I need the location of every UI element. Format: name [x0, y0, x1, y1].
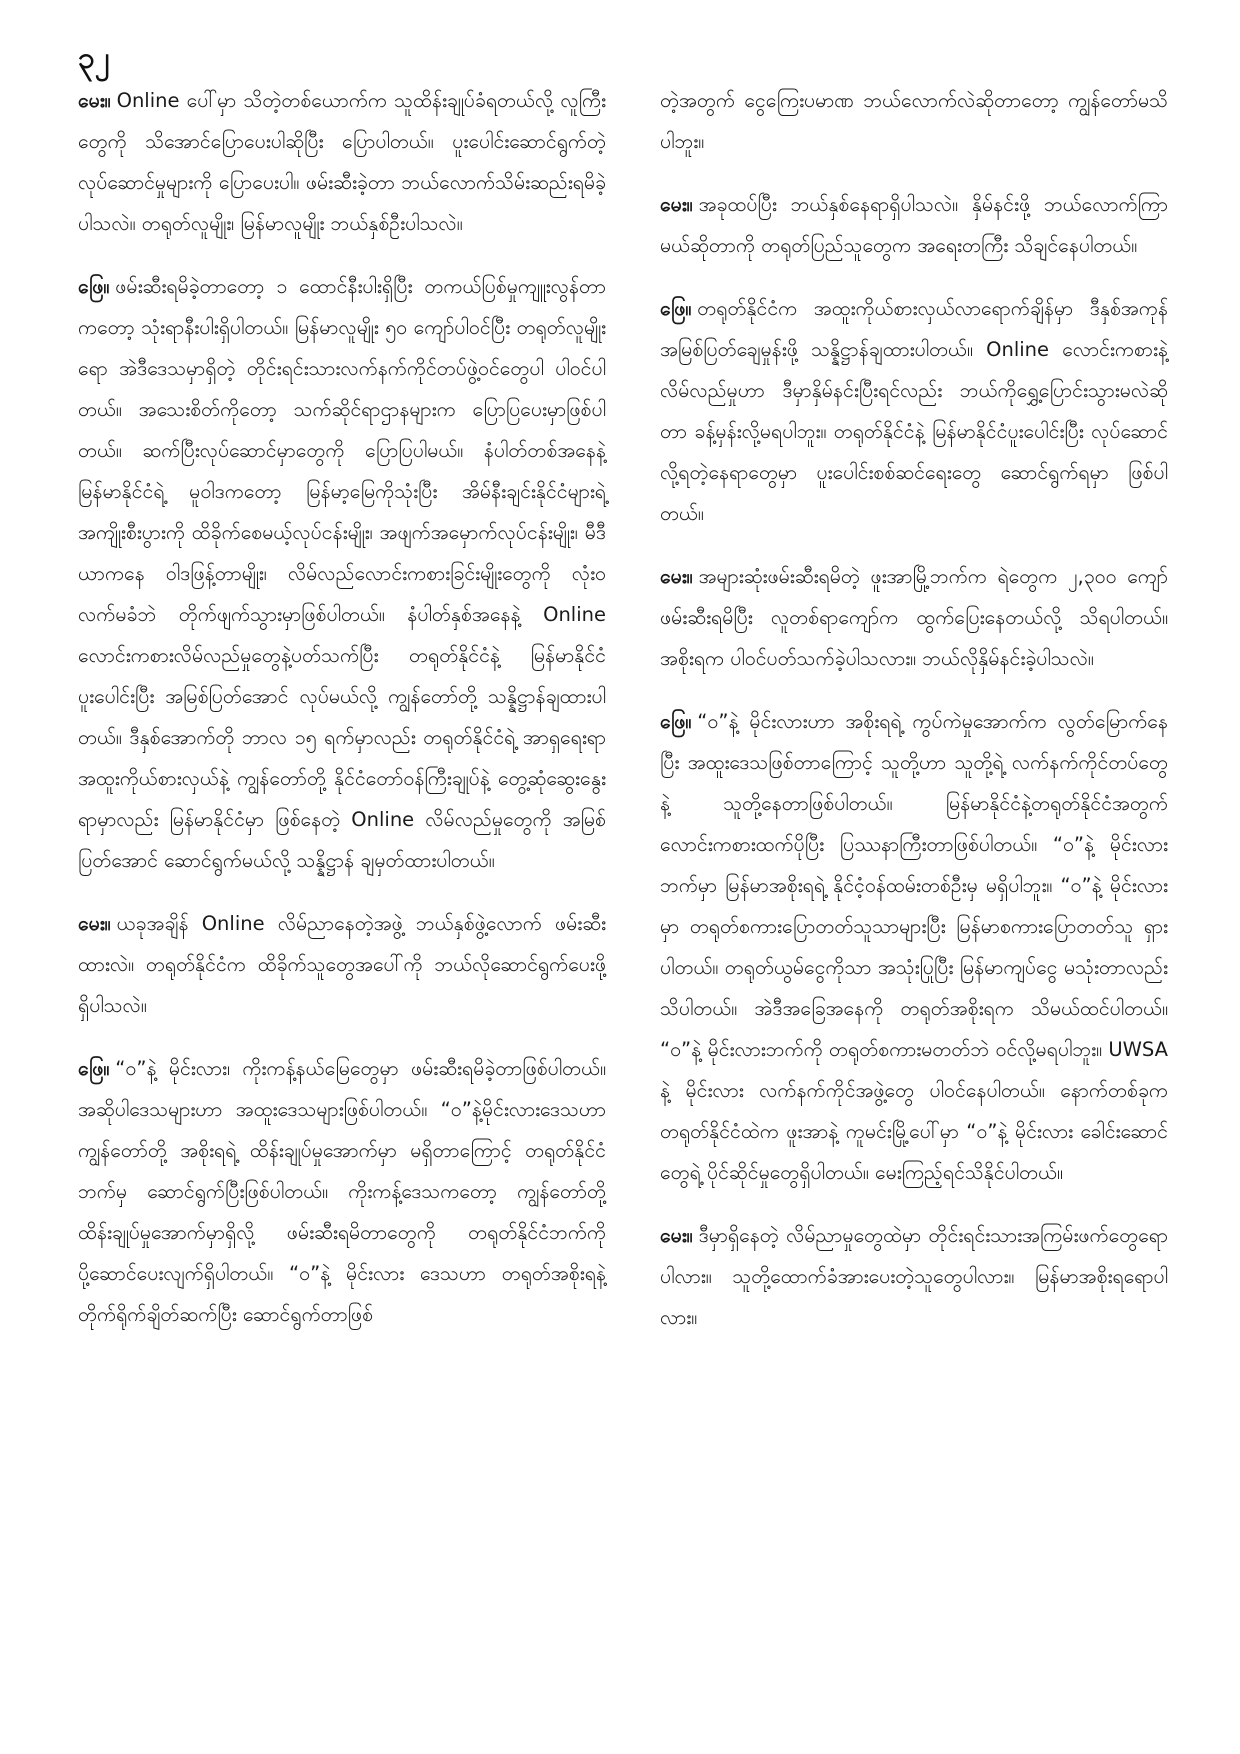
paragraph-text: တဲ့အတွက် ငွေကြေးပမာဏ ဘယ်လောက်လဲဆိုတာတော့ ကျွန်တော်မသိပါဘူး။ — [660, 89, 1168, 153]
paragraph-text: “ဝ”နဲ့ မိုင်းလားဟာ အစိုးရရဲ့ ကွပ်ကဲမှုအောက်က လွတ်မြောက်နေပြီး အထူးဒေသဖြစ်တာကြောင့် သူတို့ဟာ သူတို့ရဲ့ လက်နက်ကိုင်တပ်တွေနဲ့ သူတို့နေတာဖြစ်ပါတယ်။ မြန်မာနိုင်ငံနဲ့တရုတ်နိုင်ငံအတွက် လောင်းကစားထက်ပိုပြီး ပြဿနာကြီးတာဖြစ်ပါတယ်။ “ဝ”နဲ့ မိုင်းလားဘက်မှာ မြန်မာအစိုးရရဲ့ နိုင်ငံ့ဝန်ထမ်းတစ်ဦးမှ မရှိပါဘူး။ “ဝ”နဲ့ မိုင်းလားမှာ တရုတ်စကားပြောတတ်သူသာများပြီး မြန်မာစကားပြောတတ်သူ ရှားပါတယ်။ တရုတ်ယွမ်ငွေကိုသာ အသုံးပြုပြီး မြန်မာကျပ်ငွေ မသုံးတာလည်း သိပါတယ်။ အဲဒီအခြေအနေကို တရုတ်အစိုးရက သိမယ်ထင်ပါတယ်။ “ဝ”နဲ့ မိုင်းလားဘက်ကို တရုတ်စကားမတတ်ဘဲ ဝင်လို့မရပါဘူး။ UWSA နဲ့ မိုင်းလား လက်နက်ကိုင်အဖွဲ့တွေ ပါဝင်နေပါတယ်။ နောက်တစ်ခုက တရုတ်နိုင်ငံထဲက ဖူးအာနဲ့ ကူမင်းမြို့ပေါ်မှာ “ဝ”နဲ့ မိုင်းလား ခေါင်းဆောင်တွေရဲ့ ပိုင်ဆိုင်မှုတွေရှိပါတယ်။ မေးကြည့်ရင်သိနိုင်ပါတယ်။ — [660, 710, 1168, 1184]
question-label: မေး။ — [78, 89, 111, 112]
answer-label: ဖြေ။ — [660, 297, 692, 320]
qa-paragraph — [78, 903, 606, 1026]
paragraph-text: Online ပေါ်မှာ သိတဲ့တစ်ယောက်က သူထိန်းချုပ်ခံရတယ်လို့ လူကြီးတွေကို သိအောင်ပြောပေးပါဆိုပြီး ပြောပါတယ်။ ပူးပေါင်းဆောင်ရွက်တဲ့ လုပ်ဆောင်မှုများကို ပြောပေးပါ။ ဖမ်းဆီးခဲ့တာ ဘယ်လောက်သိမ်းဆည်းရမိခဲ့ပါသလဲ။ တရုတ်လူမျိုး၊ မြန်မာလူမျိုး ဘယ်နှစ်ဦးပါသလဲ။ — [78, 89, 606, 235]
qa-paragraph — [660, 184, 1168, 266]
qa-paragraph-continued — [660, 80, 1168, 162]
qa-paragraph — [78, 266, 606, 881]
paragraph-text: အခုထပ်ပြီး ဘယ်နှစ်နေရာရှိပါသလဲ။ နှိမ်နင်းဖို့ ဘယ်လောက်ကြာမယ်ဆိုတာကို တရုတ်ပြည်သူတွေက အရေးတကြီး သိချင်နေပါတယ်။ — [660, 193, 1168, 257]
qa-paragraph — [78, 80, 606, 244]
qa-paragraph — [660, 288, 1168, 534]
paragraph-text: အများဆုံးဖမ်းဆီးရမိတဲ့ ဖူးအာမြို့ဘက်က ရဲတွေက ၂,၃၀၀ ကျော်ဖမ်းဆီးရမိပြီး လူတစ်ရာကျော်က ထွက်ပြေးနေတယ်လို့ သိရပါတယ်။ အစိုးရက ပါဝင်ပတ်သက်ခဲ့ပါသလား။ ဘယ်လိုနှိမ်နင်းခဲ့ပါသလဲ။ — [660, 565, 1168, 670]
paragraph-text: ဖမ်းဆီးရမိခဲ့တာတော့ ၁ ထောင်နီးပါးရှိပြီး တကယ်ပြစ်မှုကျူးလွန်တာကတော့ သုံးရာနီးပါးရှိပါတယ်။ မြန်မာလူမျိုး ၅၀ ကျော်ပါဝင်ပြီး တရုတ်လူမျိုးရော အဲဒီဒေသမှာရှိတဲ့ တိုင်းရင်းသားလက်နက်ကိုင်တပ်ဖွဲ့ဝင်တွေပါ ပါဝင်ပါတယ်။ အသေးစိတ်ကိုတော့ သက်ဆိုင်ရာဌာနများက ပြောပြပေးမှာဖြစ်ပါတယ်။ ဆက်ပြီးလုပ်ဆောင်မှာတွေကို ပြောပြပါမယ်။ နံပါတ်တစ်အနေနဲ့ မြန်မာနိုင်ငံရဲ့ မူဝါဒကတော့ မြန်မာ့မြေကိုသုံးပြီး အိမ်နီးချင်းနိုင်ငံများရဲ့ အကျိုးစီးပွားကို ထိခိုက်စေမယ့်လုပ်ငန်းမျိုး၊ အဖျက်အမှောက်လုပ်ငန်းမျိုး၊ မီဒီယာကနေ ဝါဒဖြန့်တာမျိုး၊ လိမ်လည်လောင်းကစားခြင်းမျိုးတွေကို လုံးဝလက်မခံဘဲ တိုက်ဖျက်သွားမှာဖြစ်ပါတယ်။ နံပါတ်နှစ်အနေနဲ့ Online လောင်းကစားလိမ်လည်မှုတွေနဲ့ပတ်သက်ပြီး တရုတ်နိုင်ငံနဲ့ မြန်မာနိုင်ငံ ပူးပေါင်းပြီး အမြစ်ပြတ်အောင် လုပ်မယ်လို့ ကျွန်တော်တို့ သန္နိဋ္ဌာန်ချထားပါတယ်။ ဒီနှစ်အောက်တို ဘာလ ၁၅ ရက်မှာလည်း တရုတ်နိုင်ငံရဲ့ အာရှရေးရာအထူးကိုယ်စားလှယ်နဲ့ ကျွန်တော်တို့ နိုင်ငံတော်ဝန်ကြီးချုပ်နဲ့ တွေ့ဆုံဆွေးနွေးရာမှာလည်း မြန်မာနိုင်ငံမှာ ဖြစ်နေတဲ့ Online လိမ်လည်မှုတွေကို အမြစ်ပြတ်အောင် ဆောင်ရွက်မယ်လို့ သန္နိဋ္ဌာန် ချမှတ်ထားပါတယ်။ — [78, 275, 606, 872]
right-column — [660, 80, 1168, 1360]
question-label: မေး။ — [78, 912, 111, 935]
paragraph-text: ဒီမှာရှိနေတဲ့ လိမ်ညာမှုတွေထဲမှာ တိုင်းရင်းသားအကြမ်းဖက်တွေရောပါလား။ သူတို့ထောက်ခံအားပေးတဲ့သူတွေပါလား။ မြန်မာအစိုးရရောပါလား။ — [660, 1224, 1168, 1329]
question-label: မေး။ — [660, 565, 693, 588]
qa-paragraph — [660, 701, 1168, 1193]
answer-label: ဖြေ။ — [78, 1057, 110, 1080]
qa-paragraph — [660, 1215, 1168, 1338]
paragraph-text: “ဝ”နဲ့ မိုင်းလား၊ ကိုးကန့်နယ်မြေတွေမှာ ဖမ်းဆီးရမိခဲ့တာဖြစ်ပါတယ်။ အဆိုပါဒေသများဟာ အထူးဒေသများဖြစ်ပါတယ်။ “ဝ”နဲ့မိုင်းလားဒေသဟာ ကျွန်တော်တို့ အစိုးရရဲ့ ထိန်းချုပ်မှုအောက်မှာ မရှိတာကြောင့် တရုတ်နိုင်ငံဘက်မှ ဆောင်ရွက်ပြီးဖြစ်ပါတယ်။ ကိုးကန့်ဒေသကတော့ ကျွန်တော်တို့ ထိန်းချုပ်မှုအောက်မှာရှိလို့ ဖမ်းဆီးရမိတာတွေကို တရုတ်နိုင်ငံဘက်ကို ပို့ဆောင်ပေးလျက်ရှိပါတယ်။ “ဝ”နဲ့ မိုင်းလား ဒေသဟာ တရုတ်အစိုးရနဲ့ တိုက်ရိုက်ချိတ်ဆက်ပြီး ဆောင်ရွက်တာဖြစ် — [78, 1057, 606, 1326]
paragraph-text: တရုတ်နိုင်ငံက အထူးကိုယ်စားလှယ်လာရောက်ချိန်မှာ ဒီနှစ်အကုန် အမြစ်ပြတ်ချေမှုန်းဖို့ သန္နိဋ္ဌာန်ချထားပါတယ်။ Online လောင်းကစားနဲ့ လိမ်လည်မှုဟာ ဒီမှာနှိမ်နင်းပြီးရင်လည်း ဘယ်ကိုရွှေ့ပြောင်းသွားမလဲဆိုတာ ခန့်မှန်းလို့မရပါဘူး။ တရုတ်နိုင်ငံနဲ့ မြန်မာနိုင်ငံပူးပေါင်းပြီး လုပ်ဆောင်လို့ရတဲ့နေရာတွေမှာ ပူးပေါင်းစစ်ဆင်ရေးတွေ ဆောင်ရွက်ရမှာ ဖြစ်ပါတယ်။ — [660, 297, 1168, 525]
question-label: မေး။ — [660, 193, 693, 216]
qa-paragraph — [78, 1048, 606, 1335]
qa-paragraph — [660, 556, 1168, 679]
page-number: ၃၂ — [78, 41, 110, 76]
left-column — [78, 80, 606, 1357]
answer-label: ဖြေ။ — [660, 710, 692, 733]
paragraph-text: ယခုအချိန် Online လိမ်ညာနေတဲ့အဖွဲ့ ဘယ်နှစ်ဖွဲ့လောက် ဖမ်းဆီးထားလဲ။ တရုတ်နိုင်ငံက ထိခိုက်သူတွေအပေါ်ကို ဘယ်လိုဆောင်ရွက်ပေးဖို့ ရှိပါသလဲ။ — [78, 912, 606, 1017]
question-label: မေး။ — [660, 1224, 693, 1247]
answer-label: ဖြေ။ — [78, 275, 110, 298]
